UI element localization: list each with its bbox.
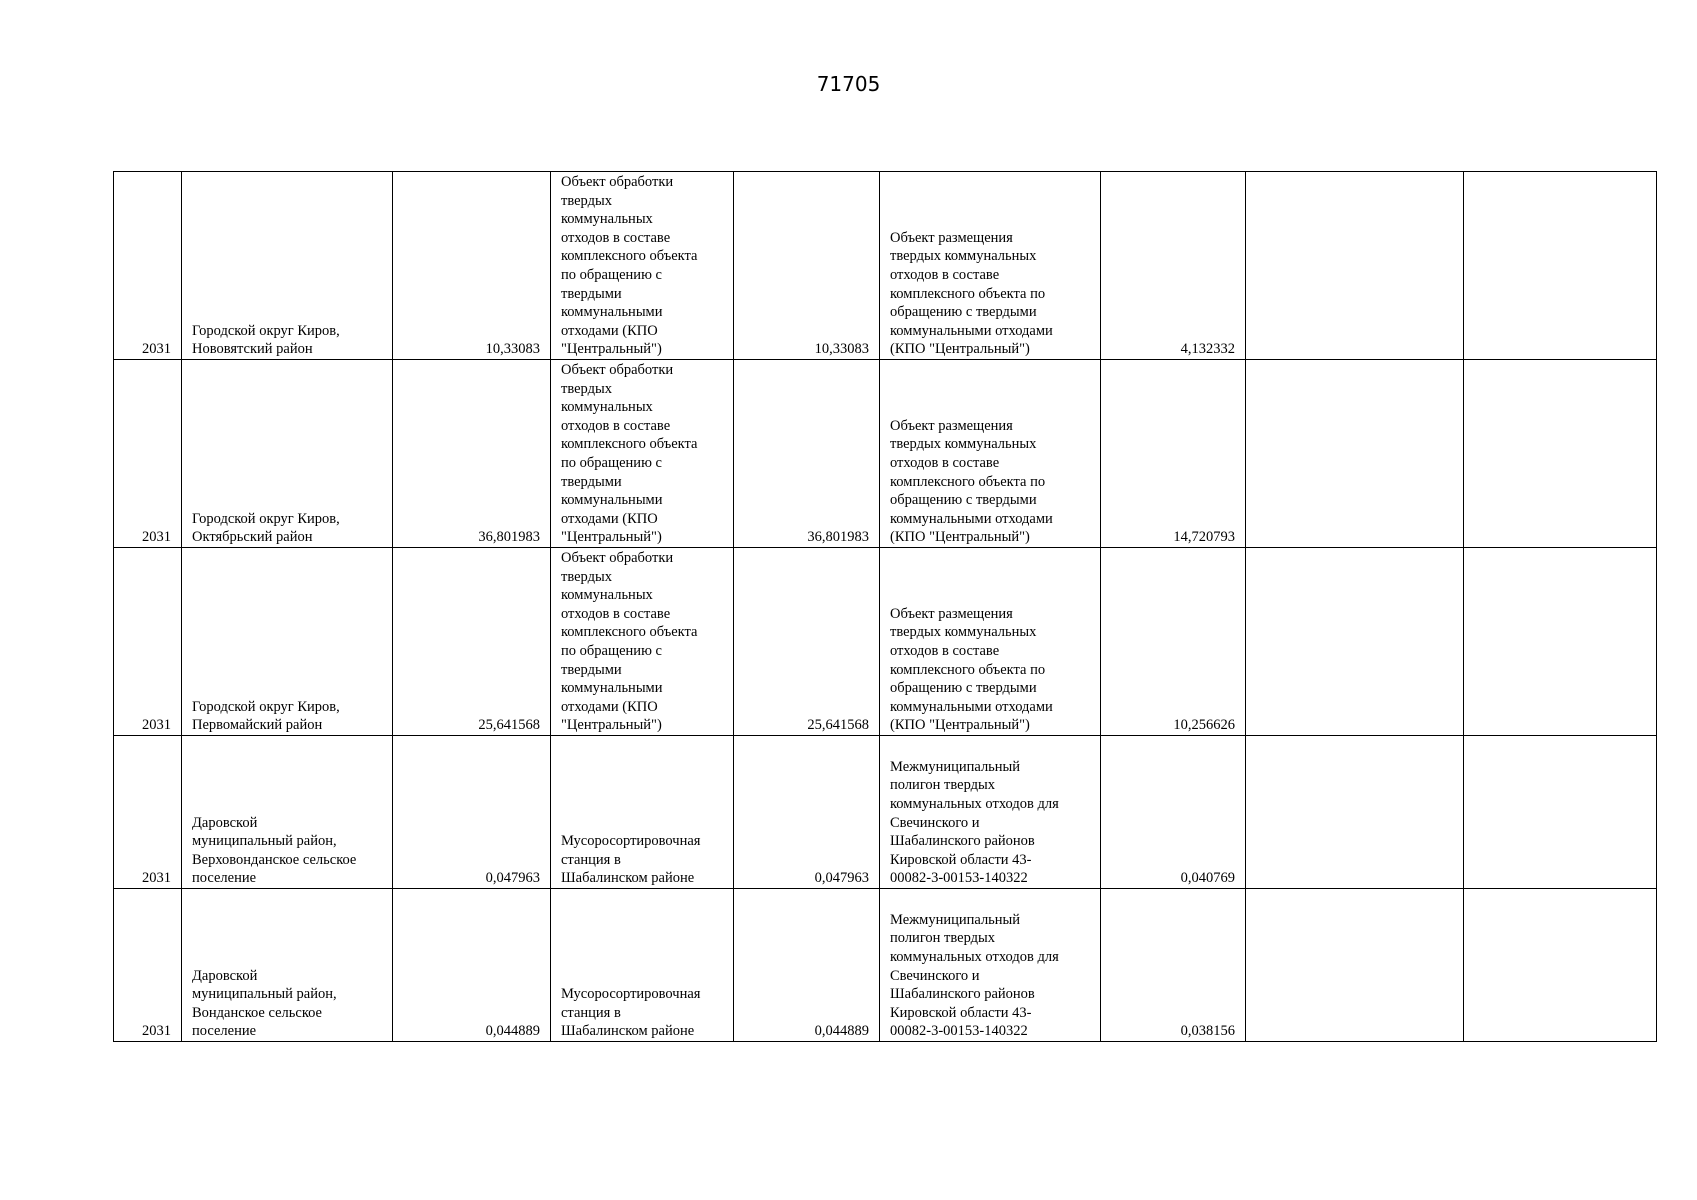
processing-object-cell: Мусоросортировочная станция в Шабалинском районе (551, 736, 734, 889)
empty-cell (1464, 889, 1657, 1042)
placement-amount-cell: 0,038156 (1101, 889, 1246, 1042)
year-cell: 2031 (114, 548, 182, 736)
table-row (114, 889, 1657, 1042)
placement-amount-cell: 0,040769 (1101, 736, 1246, 889)
territory-cell: Даровской муниципальный район, Вонданское сельское поселение (182, 889, 393, 1042)
processing-amount-cell: 25,641568 (734, 548, 880, 736)
processing-object-cell: Объект обработки твердых коммунальных отходов в составе комплексного объекта по обращению с твердыми коммунальными отходами (КПО "Центральный") (551, 172, 734, 360)
amount-cell: 0,047963 (393, 736, 551, 889)
placement-object-cell: Объект размещения твердых коммунальных отходов в составе комплексного объекта по обращению с твердыми коммунальными отходами (КПО "Центральный") (880, 360, 1101, 548)
placement-object-cell: Межмуниципальный полигон твердых коммунальных отходов для Свечинского и Шабалинского районов Кировской области 43- 00082-3-00153-140322 (880, 736, 1101, 889)
table-row (114, 736, 1657, 889)
placement-amount-cell: 10,256626 (1101, 548, 1246, 736)
table-row (114, 548, 1657, 736)
year-cell: 2031 (114, 172, 182, 360)
placement-object-cell: Объект размещения твердых коммунальных отходов в составе комплексного объекта по обращению с твердыми коммунальными отходами (КПО "Центральный") (880, 548, 1101, 736)
placement-object-cell: Объект размещения твердых коммунальных отходов в составе комплексного объекта по обращению с твердыми коммунальными отходами (КПО "Центральный") (880, 172, 1101, 360)
empty-cell (1246, 736, 1464, 889)
year-cell: 2031 (114, 360, 182, 548)
processing-object-cell: Мусоросортировочная станция в Шабалинском районе (551, 889, 734, 1042)
table-row (114, 172, 1657, 360)
territory-cell: Городской округ Киров, Нововятский район (182, 172, 393, 360)
processing-object-cell: Объект обработки твердых коммунальных отходов в составе комплексного объекта по обращению с твердыми коммунальными отходами (КПО "Центральный") (551, 548, 734, 736)
empty-cell (1464, 360, 1657, 548)
empty-cell (1464, 172, 1657, 360)
territory-cell: Городской округ Киров, Октябрьский район (182, 360, 393, 548)
placement-object-cell: Межмуниципальный полигон твердых коммунальных отходов для Свечинского и Шабалинского районов Кировской области 43- 00082-3-00153-140322 (880, 889, 1101, 1042)
amount-cell: 25,641568 (393, 548, 551, 736)
amount-cell: 36,801983 (393, 360, 551, 548)
processing-amount-cell: 0,047963 (734, 736, 880, 889)
amount-cell: 0,044889 (393, 889, 551, 1042)
empty-cell (1246, 889, 1464, 1042)
processing-amount-cell: 36,801983 (734, 360, 880, 548)
territory-cell: Даровской муниципальный район, Верховонданское сельское поселение (182, 736, 393, 889)
page-number: 71705 (816, 72, 881, 96)
territory-cell: Городской округ Киров, Первомайский район (182, 548, 393, 736)
year-cell: 2031 (114, 889, 182, 1042)
table-row (114, 360, 1657, 548)
placement-amount-cell: 4,132332 (1101, 172, 1246, 360)
empty-cell (1246, 172, 1464, 360)
amount-cell: 10,33083 (393, 172, 551, 360)
placement-amount-cell: 14,720793 (1101, 360, 1246, 548)
processing-amount-cell: 0,044889 (734, 889, 880, 1042)
empty-cell (1246, 548, 1464, 736)
empty-cell (1464, 736, 1657, 889)
empty-cell (1464, 548, 1657, 736)
empty-cell (1246, 360, 1464, 548)
data-table (113, 171, 1657, 1042)
year-cell: 2031 (114, 736, 182, 889)
processing-object-cell: Объект обработки твердых коммунальных отходов в составе комплексного объекта по обращению с твердыми коммунальными отходами (КПО "Центральный") (551, 360, 734, 548)
processing-amount-cell: 10,33083 (734, 172, 880, 360)
